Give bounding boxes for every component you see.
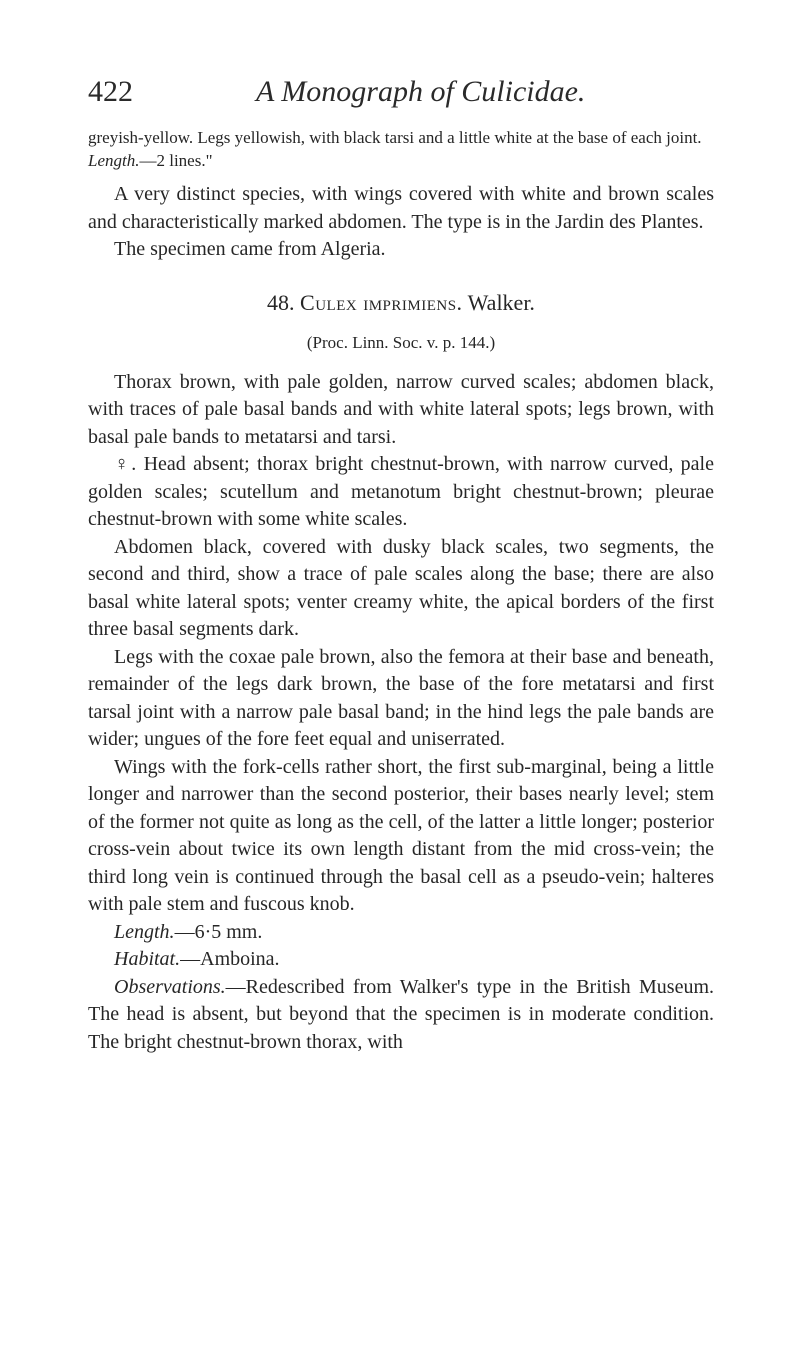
habitat-value: —Amboina.	[180, 948, 280, 970]
length-value: —6·5 mm.	[174, 920, 263, 943]
page-body	[88, 126, 714, 1056]
remark-paragraph: A very distinct species, with wings covered with white and brown scales and characteristically marked abdomen. The type is in the Jardin des Plantes.	[88, 183, 714, 233]
species-author: Walker.	[467, 289, 535, 315]
habitat-label: Habitat.	[114, 948, 181, 970]
observations-value: —Redescribed from Walker's type in the British Museum. The head is absent, but beyond that the specimen is in moderate condition. The bright chestnut-brown thorax, with	[88, 975, 714, 1053]
species-reference: (Proc. Linn. Soc. v. p. 144.)	[306, 332, 496, 352]
continued-length-label: Length.	[88, 151, 140, 170]
running-title: A Monograph of Culicidae.	[256, 75, 586, 108]
female-thorax-paragraph: ♀. Head absent; thorax bright chestnut-brown, with narrow curved, pale golden scales; scutellum and metanotum bright chestnut-brown; pleurae chestnut-brown with some white scales.	[88, 453, 714, 530]
species-name: Culex imprimiens.	[300, 289, 463, 315]
wings-paragraph: Wings with the fork-cells rather short, the first sub-marginal, being a little longer and narrower than the second posterior, their bases nearly level; stem of the former not quite as long as the cell, of the latter a little longer; posterior cross-vein about twice its own length distant from the mid cross-vein; the third long vein is continued through the basal cell as a pseudo-vein; halteres with pale stem and fuscous knob.	[88, 755, 714, 915]
species-number: 48.	[267, 289, 295, 315]
length-label: Length.	[114, 920, 175, 943]
length-field	[88, 919, 714, 947]
species-heading	[88, 288, 714, 318]
continued-length-value: —2 lines."	[139, 151, 213, 170]
page-header	[88, 72, 688, 112]
page-number: 422	[88, 75, 133, 108]
remark-locality: The specimen came from Algeria.	[114, 238, 386, 260]
legs-paragraph: Legs with the coxae pale brown, also the femora at their base and beneath, remainder of the legs dark brown, the base of the fore metatarsi and first tarsal joint with a narrow pale basal band; in the hind legs the pale bands are wider; ungues of the fore feet equal and uniserrated.	[88, 645, 714, 750]
continued-text: greyish-yellow. Legs yellowish, with black tarsi and a little white at the base of each joint.	[88, 128, 702, 147]
diagnosis-paragraph: Thorax brown, with pale golden, narrow curved scales; abdomen black, with traces of pale basal bands and with white lateral spots; legs brown, with basal pale bands to metatarsi and tarsi.	[88, 370, 714, 448]
habitat-field	[88, 946, 714, 974]
observations-label: Observations.	[114, 975, 226, 998]
continued-description	[88, 126, 714, 172]
observations-field	[88, 974, 714, 1057]
abdomen-paragraph: Abdomen black, covered with dusky black scales, two segments, the second and third, show a trace of pale scales along the base; there are also basal white lateral spots; venter creamy white, the apical borders of the first three basal segments dark.	[88, 535, 714, 640]
